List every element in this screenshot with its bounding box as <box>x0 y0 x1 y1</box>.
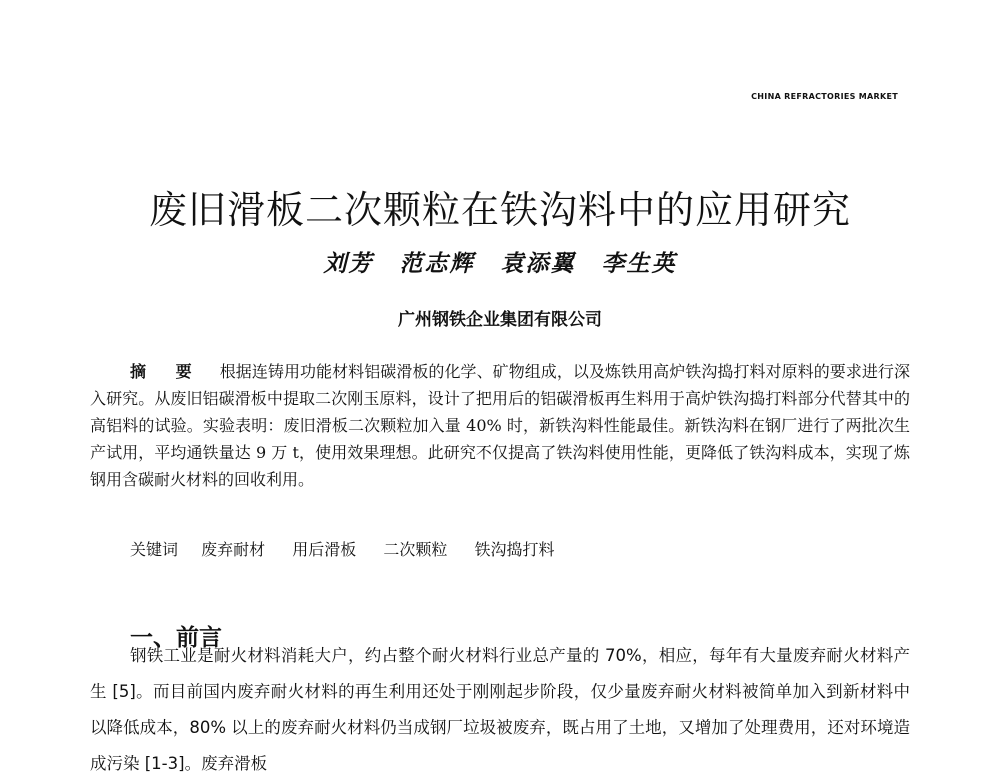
abstract-label: 摘 要 <box>130 362 204 381</box>
section-heading-introduction: 一、前言 <box>130 625 222 652</box>
keyword-item: 用后滑板 <box>292 540 357 559</box>
keyword-item: 铁沟捣打料 <box>474 540 555 559</box>
keywords-label: 关键词 <box>130 540 179 559</box>
keyword-item: 二次颗粒 <box>383 540 448 559</box>
affiliation: 广州钢铁企业集团有限公司 <box>398 310 602 330</box>
paper-title: 废旧滑板二次颗粒在铁沟料中的应用研究 <box>148 188 851 233</box>
introduction-paragraph: 钢铁工业是耐火材料消耗大户，约占整个耐火材料行业总产量的 70%，相应，每年有大量废弃耐火材料产生 [5]。而目前国内废弃耐火材料的再生利用还处于刚刚起步阶段，仅少量废弃耐火材料被简单加入到新材料中以降低成本，80% 以上的废弃耐火材料仍当成钢厂垃圾被废弃，既占用了土地，又增加了处理费用，还对环境造成污染 [1-3]。废弃滑板 <box>90 646 910 773</box>
keywords <box>130 537 576 560</box>
keyword-item: 废弃耐材 <box>201 540 266 559</box>
abstract-text: 根据连铸用功能材料铝碳滑板的化学、矿物组成，以及炼铁用高炉铁沟捣打料对原料的要求进行深入研究。从废旧铝碳滑板中提取二次刚玉原料，设计了把用后的铝碳滑板再生料用于高炉铁沟捣打料部分代替其中的高铝料的试验。实验表明：废旧滑板二次颗粒加入量 40% 时，新铁沟料性能最佳。新铁沟料在钢厂进行了两批次生产试用，平均通铁量达 9 万 t，使用效果理想。此研究不仅提高了铁沟料使用性能，更降低了铁沟料成本，实现了炼钢用含碳耐火材料的回收利用。 <box>90 362 910 489</box>
abstract <box>90 358 910 493</box>
running-header: CHINA REFRACTORIES MARKET <box>751 92 898 101</box>
authors: 刘芳 范志辉 袁添翼 李生英 <box>323 250 677 277</box>
